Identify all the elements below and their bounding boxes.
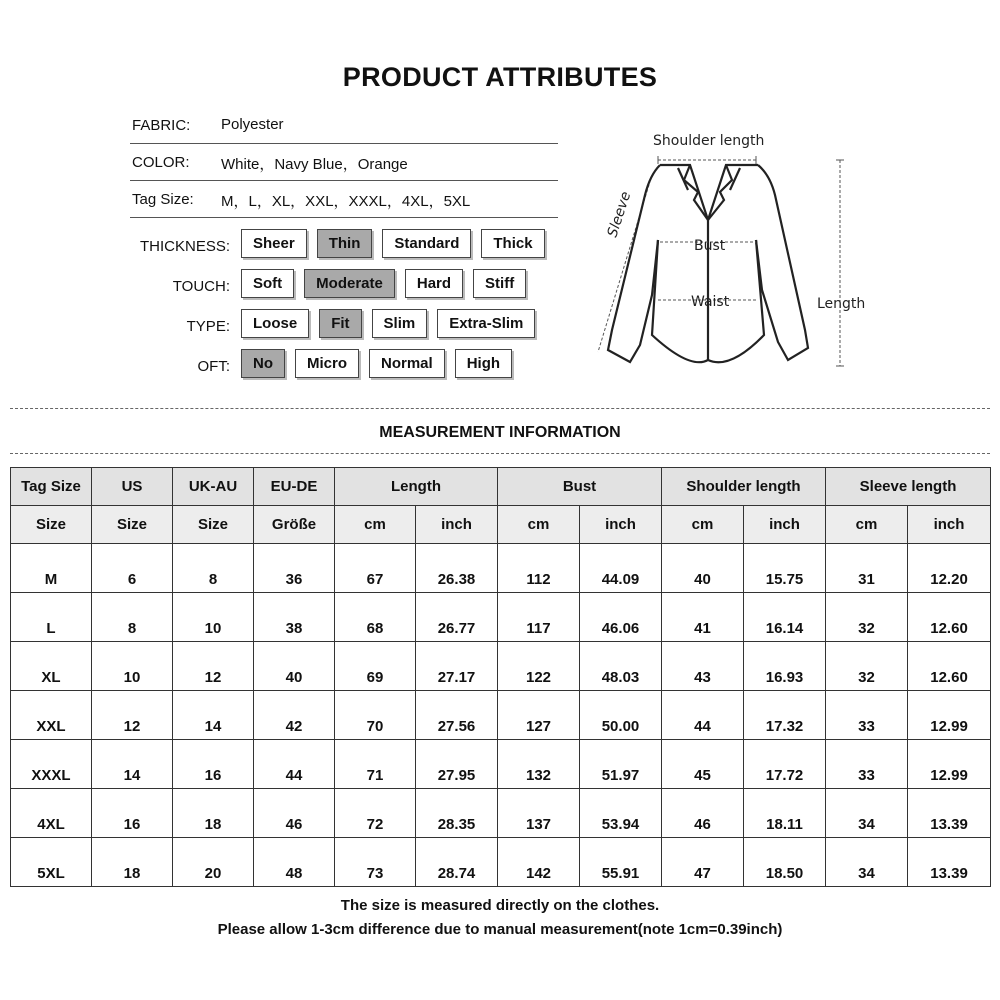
table-cell: 53.94 [580, 789, 662, 838]
table-cell: 12.60 [908, 642, 991, 691]
table-row [11, 740, 991, 789]
oft-option-normal[interactable]: Normal [369, 349, 445, 378]
measurement-title: MEASUREMENT INFORMATION [379, 424, 621, 441]
table-cell: 122 [498, 642, 580, 691]
subheader-cell: cm [498, 506, 580, 544]
table-cell: 6 [92, 544, 173, 593]
type-option-loose[interactable]: Loose [241, 309, 309, 338]
table-cell: XL [11, 642, 92, 691]
jacket-diagram [590, 120, 890, 380]
touch-option-stiff[interactable]: Stiff [473, 269, 526, 298]
table-cell: 18 [173, 789, 254, 838]
table-cell: 127 [498, 691, 580, 740]
type-label: TYPE: [186, 318, 230, 335]
table-cell: 46 [662, 789, 744, 838]
table-cell: 27.95 [416, 740, 498, 789]
subheader-cell: Size [173, 506, 254, 544]
size-table [10, 467, 991, 887]
table-cell: 45 [662, 740, 744, 789]
table-cell: 42 [254, 691, 335, 740]
table-cell: 44 [662, 691, 744, 740]
header-cell: Bust [498, 468, 662, 506]
table-cell: 73 [335, 838, 416, 887]
table-row [11, 642, 991, 691]
fabric-value: Polyester [221, 116, 284, 133]
table-cell: 17.72 [744, 740, 826, 789]
touch-option-moderate[interactable]: Moderate [304, 269, 395, 298]
table-cell: 46.06 [580, 593, 662, 642]
dashed-divider [10, 408, 990, 409]
oft-options [241, 349, 512, 378]
header-row-1 [11, 468, 991, 506]
table-cell: 36 [254, 544, 335, 593]
thickness-label: THICKNESS: [139, 238, 230, 255]
table-cell: 20 [173, 838, 254, 887]
table-cell: 27.56 [416, 691, 498, 740]
table-cell: 18 [92, 838, 173, 887]
header-cell: UK-AU [173, 468, 254, 506]
table-cell: 8 [173, 544, 254, 593]
jacket-outline [608, 165, 808, 362]
touch-option-hard[interactable]: Hard [405, 269, 463, 298]
oft-option-high[interactable]: High [455, 349, 512, 378]
subheader-cell: Größe [254, 506, 335, 544]
table-cell: 34 [826, 838, 908, 887]
table-cell: 132 [498, 740, 580, 789]
table-cell: 26.77 [416, 593, 498, 642]
header-row-2 [11, 506, 991, 544]
table-cell: 44 [254, 740, 335, 789]
table-cell: 51.97 [580, 740, 662, 789]
table-cell: 12 [92, 691, 173, 740]
table-cell: 27.17 [416, 642, 498, 691]
table-cell: 4XL [11, 789, 92, 838]
table-cell: 14 [173, 691, 254, 740]
table-cell: 55.91 [580, 838, 662, 887]
subheader-cell: inch [580, 506, 662, 544]
header-cell: Shoulder length [662, 468, 826, 506]
table-cell: 72 [335, 789, 416, 838]
divider [130, 143, 558, 144]
header-cell: EU-DE [254, 468, 335, 506]
bust-label: Bust [694, 238, 726, 254]
table-cell: 13.39 [908, 789, 991, 838]
header-cell: Tag Size [11, 468, 92, 506]
oft-option-micro[interactable]: Micro [295, 349, 359, 378]
table-cell: 70 [335, 691, 416, 740]
table-cell: 5XL [11, 838, 92, 887]
table-cell: 28.74 [416, 838, 498, 887]
subheader-cell: inch [416, 506, 498, 544]
subheader-cell: cm [662, 506, 744, 544]
thickness-option-thick[interactable]: Thick [481, 229, 544, 258]
table-cell: 69 [335, 642, 416, 691]
type-options [241, 309, 535, 338]
type-option-fit[interactable]: Fit [319, 309, 361, 338]
table-cell: 71 [335, 740, 416, 789]
table-cell: 38 [254, 593, 335, 642]
table-cell: 137 [498, 789, 580, 838]
table-cell: 48 [254, 838, 335, 887]
touch-label: TOUCH: [172, 278, 230, 295]
thickness-option-sheer[interactable]: Sheer [241, 229, 307, 258]
table-cell: 48.03 [580, 642, 662, 691]
waist-label: Waist [691, 294, 730, 310]
tag-size-label: Tag Size: [132, 191, 194, 208]
table-row [11, 838, 991, 887]
length-label: Length [817, 296, 866, 312]
table-row [11, 789, 991, 838]
table-cell: 31 [826, 544, 908, 593]
table-cell: 16 [92, 789, 173, 838]
size-table-body [11, 544, 991, 887]
table-cell: 10 [173, 593, 254, 642]
table-cell: 41 [662, 593, 744, 642]
table-row [11, 544, 991, 593]
sleeve-label: Sleeve [604, 189, 635, 240]
note-difference: Please allow 1-3cm difference due to manual measurement(note 1cm=0.39inch) [217, 921, 783, 938]
tag-size-value: M，L，XL，XXL，XXXL，4XL，5XL [221, 193, 471, 210]
table-cell: 40 [254, 642, 335, 691]
subheader-cell: inch [744, 506, 826, 544]
table-cell: 12.60 [908, 593, 991, 642]
thickness-option-thin[interactable]: Thin [317, 229, 373, 258]
table-row [11, 691, 991, 740]
table-cell: 67 [335, 544, 416, 593]
thickness-options [241, 229, 545, 258]
table-cell: XXL [11, 691, 92, 740]
table-cell: 8 [92, 593, 173, 642]
table-cell: 68 [335, 593, 416, 642]
table-cell: 28.35 [416, 789, 498, 838]
table-cell: 12 [173, 642, 254, 691]
table-cell: 50.00 [580, 691, 662, 740]
table-cell: 44.09 [580, 544, 662, 593]
table-cell: 112 [498, 544, 580, 593]
table-cell: 10 [92, 642, 173, 691]
table-cell: 26.38 [416, 544, 498, 593]
touch-options [241, 269, 526, 298]
subheader-cell: Size [11, 506, 92, 544]
page-title: PRODUCT ATTRIBUTES [342, 62, 658, 92]
table-cell: 15.75 [744, 544, 826, 593]
header-cell: Sleeve length [826, 468, 991, 506]
table-cell: 32 [826, 593, 908, 642]
color-label: COLOR: [132, 154, 190, 171]
table-cell: 16 [173, 740, 254, 789]
divider [130, 217, 558, 218]
table-cell: 33 [826, 691, 908, 740]
table-cell: 13.39 [908, 838, 991, 887]
oft-option-no[interactable]: No [241, 349, 285, 378]
table-cell: 12.99 [908, 740, 991, 789]
table-cell: 47 [662, 838, 744, 887]
dashed-divider [10, 453, 990, 454]
table-cell: 33 [826, 740, 908, 789]
subheader-cell: inch [908, 506, 991, 544]
table-cell: 17.32 [744, 691, 826, 740]
table-cell: 12.99 [908, 691, 991, 740]
note-measured: The size is measured directly on the clothes. [340, 897, 660, 914]
type-option-extra-slim[interactable]: Extra-Slim [437, 309, 535, 338]
thickness-option-standard[interactable]: Standard [382, 229, 471, 258]
color-value: White，Navy Blue，Orange [221, 156, 408, 173]
table-cell: 32 [826, 642, 908, 691]
table-cell: 142 [498, 838, 580, 887]
subheader-cell: Size [92, 506, 173, 544]
table-cell: 18.11 [744, 789, 826, 838]
touch-option-soft[interactable]: Soft [241, 269, 294, 298]
table-cell: 14 [92, 740, 173, 789]
table-cell: 46 [254, 789, 335, 838]
table-cell: XXXL [11, 740, 92, 789]
table-cell: 16.93 [744, 642, 826, 691]
table-cell: 34 [826, 789, 908, 838]
subheader-cell: cm [335, 506, 416, 544]
table-row [11, 593, 991, 642]
subheader-cell: cm [826, 506, 908, 544]
header-cell: US [92, 468, 173, 506]
sleeve-label-group [605, 190, 635, 240]
divider [130, 180, 558, 181]
shoulder-length-label: Shoulder length [653, 133, 765, 149]
type-option-slim[interactable]: Slim [372, 309, 428, 338]
header-cell: Length [335, 468, 498, 506]
fabric-label: FABRIC: [132, 117, 191, 134]
table-cell: M [11, 544, 92, 593]
table-cell: 18.50 [744, 838, 826, 887]
table-cell: 117 [498, 593, 580, 642]
table-cell: 12.20 [908, 544, 991, 593]
oft-label: OFT: [197, 358, 230, 375]
table-cell: 16.14 [744, 593, 826, 642]
table-cell: L [11, 593, 92, 642]
table-cell: 40 [662, 544, 744, 593]
table-cell: 43 [662, 642, 744, 691]
